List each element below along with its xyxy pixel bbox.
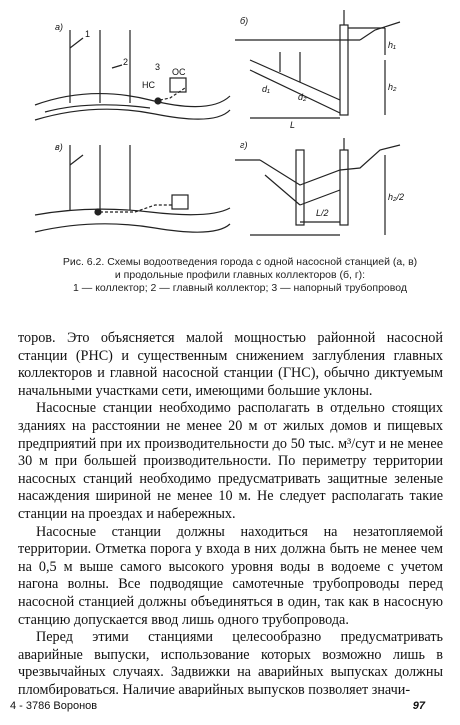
label-d1: d₁ [262, 84, 270, 94]
label-3: 3 [155, 62, 161, 72]
label-L2: L/2 [316, 208, 329, 218]
caption-line-1: Рис. 6.2. Схемы водоотведения города с одной насосной станцией (а, в) [62, 256, 418, 268]
footer-signature: 4 - 3786 Воронов [10, 700, 98, 712]
label-hh2: h₂/2 [388, 192, 404, 202]
panel-label-d: г) [240, 140, 248, 150]
page-number: 97 [412, 700, 425, 712]
label-h2: h₂ [388, 82, 397, 92]
body-text [18, 330, 443, 699]
label-d2: d₂ [298, 92, 307, 102]
figure-6-2 [0, 0, 460, 250]
label-1: 1 [85, 29, 91, 39]
label-os: ОС [172, 67, 186, 77]
paragraph: Насосные станции должны находиться на незатопляемой территории. Отметка порога у входа в них должна быть не менее чем на 0,5 м выше самого высокого уровня воды в водоеме с учетом нагона волны. Все подводящие самотечные трубопроводы перед насосной станцией должны объединяться в один, так как в насосную станцию допускается ввод лишь одного трубопровода. [18, 523, 443, 628]
label-h1: h₁ [388, 40, 396, 50]
panel-label-a: а) [55, 22, 64, 32]
label-hs: НС [142, 80, 155, 90]
paragraph: торов. Это объясняется малой мощностью районной насосной станции (РНС) и существенным снижением заглубления главных коллекторов и главной насосной станции (ГНС), обычно диктуемым начальными участками сети, имеющими большие уклоны. [18, 330, 443, 399]
panel-label-c: в) [55, 142, 63, 152]
label-L: L [290, 120, 296, 130]
caption-line-2: и продольные профили главных коллекторов (б, г): [114, 269, 366, 281]
figure-caption [40, 256, 440, 295]
panel-label-b: б) [240, 16, 249, 26]
paragraph: Перед этими станциями целесообразно предусматривать аварийные выпуски, использование которых возможно лишь в чрезвычайных случаях. Задвижки на аварийных выпусках должны пломбироваться. Наличие аварийных выпусков позволяет значи- [18, 629, 443, 698]
label-2: 2 [123, 57, 129, 67]
caption-line-3: 1 — коллектор; 2 — главный коллектор; 3 — напорный трубопровод [73, 282, 407, 294]
paragraph: Насосные станции необходимо располагать в отдельно стоящих зданиях на расстоянии не менее 20 м от жилых домов и пищевых предприятий при их производительности до 50 тыс. м³/сут и не менее 30 м при большей производительности. По периметру территории насосных станций необходимо предусматривать защитные зеленые насаждения шириной не менее 10 м. Не следует располагать такие станции на проездах и набережных. [18, 400, 443, 522]
